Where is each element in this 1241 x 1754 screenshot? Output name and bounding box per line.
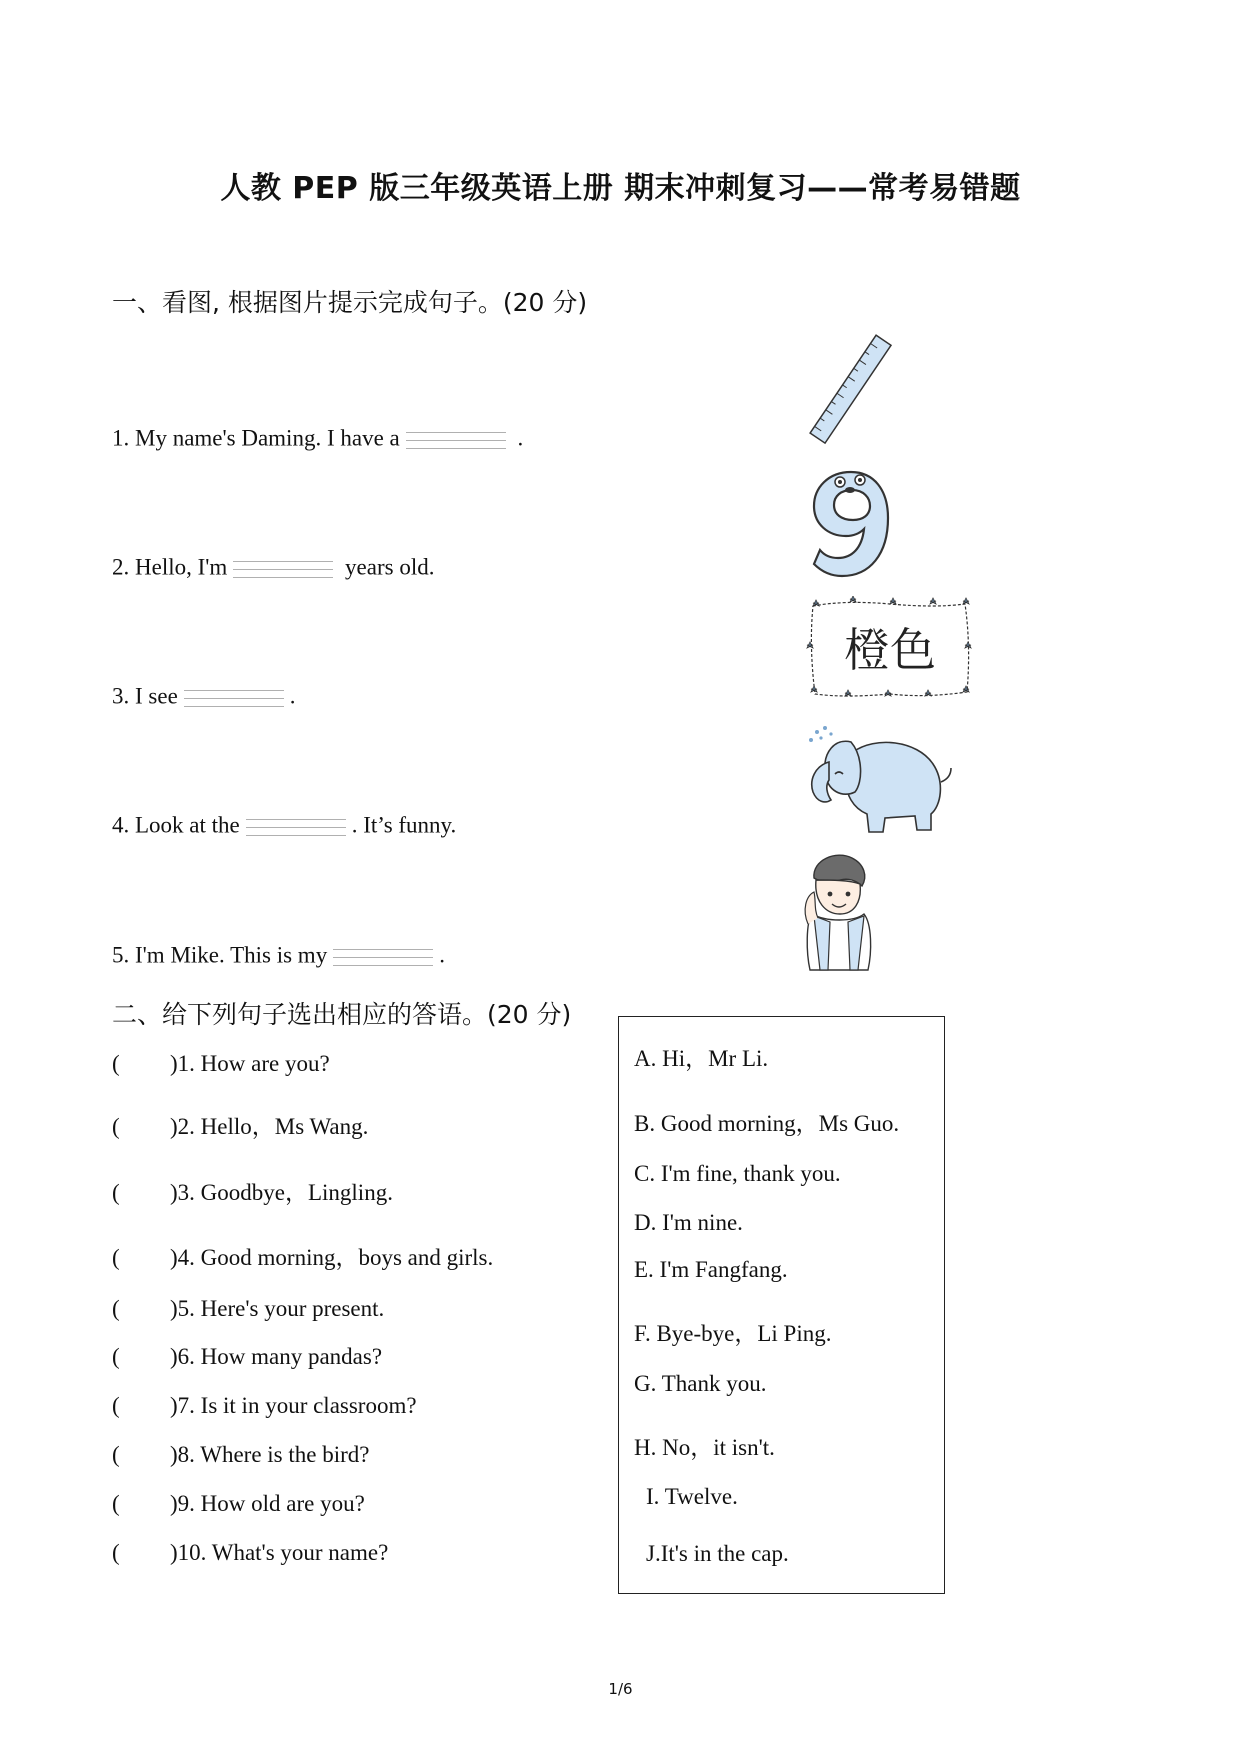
answer-option-g: G. Thank you. [634,1371,767,1396]
question-1-end: . [517,425,524,451]
question-4-end: . It’s funny. [351,812,457,838]
match-question-text: )6. How many pandas? [170,1344,383,1369]
answer-option-j: J.It's in the cap. [646,1541,789,1566]
answer-paren-3[interactable]: ( [112,1180,120,1205]
question-4-text: 4. Look at the [112,812,240,838]
match-question-8 [112,1442,369,1468]
orange-color-card [805,596,975,704]
answer-paren-1[interactable]: ( [112,1051,120,1076]
match-question-text: )8. Where is the bird? [170,1442,370,1467]
match-question-4 [112,1239,493,1272]
elephant-icon [805,722,955,840]
match-question-1 [112,1051,330,1077]
answer-blank-4[interactable] [246,812,346,842]
question-5-text: 5. I'm Mike. This is my [112,942,328,968]
number-nine-icon [808,468,894,578]
answer-option-f: F. Bye-bye，Li Ping. [634,1321,832,1346]
question-4 [112,812,456,842]
question-2 [112,554,434,584]
match-question-text: )2. Hello，Ms Wang. [170,1114,369,1139]
match-question-6 [112,1344,382,1370]
answer-blank-5[interactable] [333,942,433,972]
answer-paren-7[interactable]: ( [112,1393,120,1418]
question-2-end: years old. [345,554,435,580]
match-question-3 [112,1174,393,1207]
question-5-end: . [439,942,445,968]
question-1-text: 1. My name's Daming. I have a [112,425,400,451]
answer-paren-9[interactable]: ( [112,1491,120,1516]
match-question-text: )3. Goodbye，Lingling. [170,1180,393,1205]
match-question-text: )9. How old are you? [170,1491,365,1516]
answer-option-e: E. I'm Fangfang. [634,1257,788,1282]
section-1-heading: 一、看图, 根据图片提示完成句子。(20 分) [112,288,588,317]
match-question-10 [112,1540,388,1566]
answer-option-c: C. I'm fine, thank you. [634,1161,841,1186]
section-2-heading: 二、给下列句子选出相应的答语。(20 分) [112,1000,572,1029]
question-1 [112,425,523,455]
answer-blank-1[interactable] [406,425,506,455]
match-question-text: )10. What's your name? [170,1540,389,1565]
answer-option-b: B. Good morning，Ms Guo. [634,1111,900,1136]
answer-paren-10[interactable]: ( [112,1540,120,1565]
answer-paren-4[interactable]: ( [112,1245,120,1270]
match-question-7 [112,1393,417,1419]
page-title: 人教 PEP 版三年级英语上册 期末冲刺复习——常考易错题 [220,171,1021,206]
boy-icon [800,852,880,972]
match-question-text: )1. How are you? [170,1051,330,1076]
match-question-text: )7. Is it in your classroom? [170,1393,417,1418]
answer-blank-3[interactable] [184,683,284,713]
question-3-text: 3. I see [112,683,178,709]
answer-option-i: I. Twelve. [646,1484,738,1509]
question-2-text: 2. Hello, I'm [112,554,228,580]
orange-label: 橙色 [844,623,936,677]
answer-paren-2[interactable]: ( [112,1114,120,1139]
answer-paren-6[interactable]: ( [112,1344,120,1369]
answer-paren-5[interactable]: ( [112,1296,120,1321]
match-question-2 [112,1108,368,1141]
match-question-9 [112,1491,365,1517]
answer-option-d: D. I'm nine. [634,1210,743,1235]
question-5 [112,942,445,972]
match-question-text: )4. Good morning，boys and girls. [170,1245,494,1270]
ruler-icon [800,330,900,450]
answer-paren-8[interactable]: ( [112,1442,120,1467]
answer-option-h: H. No，it isn't. [634,1435,775,1460]
page-number: 1/6 [608,1680,633,1698]
question-3 [112,683,296,713]
match-question-text: )5. Here's your present. [170,1296,385,1321]
question-3-end: . [289,683,296,709]
match-question-5 [112,1296,384,1322]
answer-option-a: A. Hi，Mr Li. [634,1046,769,1071]
answer-blank-2[interactable] [233,554,333,584]
